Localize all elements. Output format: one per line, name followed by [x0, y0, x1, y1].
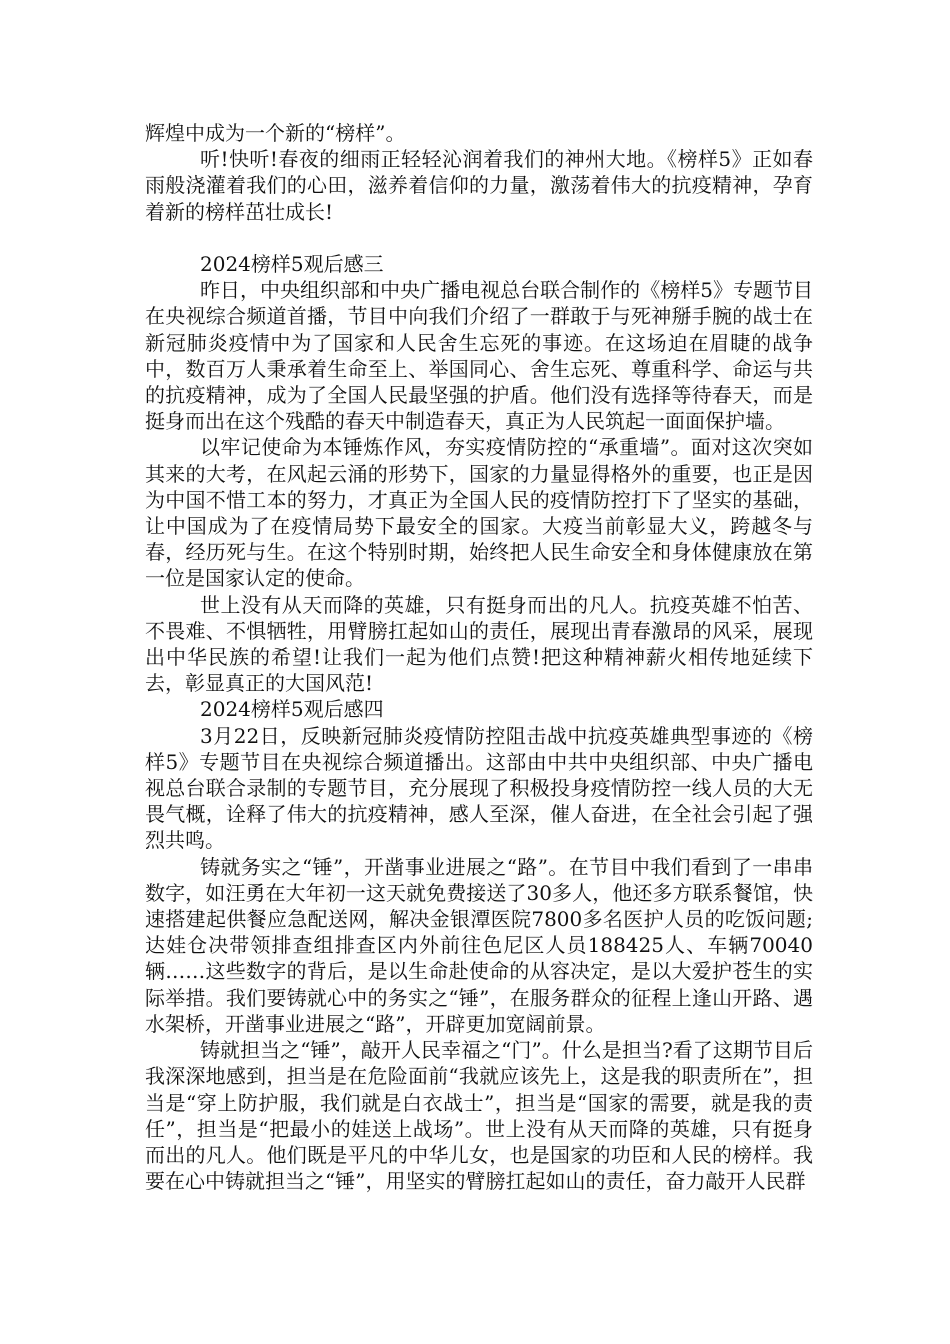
paragraph-heroes: 世上没有从天而降的英雄，只有挺身而出的凡人。抗疫英雄不怕苦、不畏难、不惧牺牲，用臂膀扛起如山的责任，展现出青春激昂的风采，展现出中华民族的希望!让我们一起为他们点赞!把这种精神薪火相传地延续下去，彰显真正的大国风范! — [145, 592, 813, 696]
paragraph-broadcast-premiere: 昨日，中央组织部和中央广播电视总台联合制作的《榜样5》专题节目在央视综合频道首播，节目中向我们介绍了一群敢于与死神掰手腕的战士在新冠肺炎疫情中为了国家和人民舍生忘死的事迹。在这场迫在眉睫的战争中，数百万人秉承着生命至上、举国同心、舍生忘死、尊重科学、命运与共的抗疫精神，成为了全国人民最坚强的护盾。他们没有选择等待春天，而是挺身而出在这个残酷的春天中制造春天，真正为人民筑起一面面保护墙。 — [145, 278, 813, 434]
paragraph-responsibility-hammer: 铸就担当之“锤”，敲开人民幸福之“门”。什么是担当?看了这期节目后我深深地感到，担当是在危险面前“我就应该先上，这是我的职责所在”，担当是“穿上防护服，我们就是白衣战士”，担当是“国家的需要，就是我的责任”，担当是“把最小的娃送上战场”。世上没有从天而降的英雄，只有挺身而出的凡人。他们既是平凡的中华儿女，也是国家的功臣和人民的榜样。我要在心中铸就担当之“锤”，用坚实的臂膀扛起如山的责任，奋力敲开人民群 — [145, 1038, 813, 1194]
section-heading-four: 2024榜样5观后感四 — [200, 697, 384, 722]
paragraph-practical-hammer: 铸就务实之“锤”，开凿事业进展之“路”。在节目中我们看到了一串串数字，如汪勇在大年初一这天就免费接送了30多人，他还多方联系餐馆，快速搭建起供餐应急配送网，解决金银潭医院7800多名医护人员的吃饭问题;达娃仓决带领排查组排查区内外前往色尼区人员188425人、车辆70040辆……这些数字的背后，是以生命赴使命的从容决定，是以大爱护苍生的实际举措。我们要铸就心中的务实之“锤”，在服务群众的征程上逢山开路、遇水架桥，开凿事业进展之“路”，开辟更加宽阔前景。 — [145, 854, 813, 1036]
document-body — [145, 120, 813, 1194]
paragraph-march-broadcast: 3月22日，反映新冠肺炎疫情防控阻击战中抗疫英雄典型事迹的《榜样5》专题节目在央视综合频道播出。这部由中共中央组织部、中央广播电视总台联合录制的专题节目，充分展现了积极投身疫情防控一线人员的大无畏气概，诠释了伟大的抗疫精神，感人至深，催人奋进，在全社会引起了强烈共鸣。 — [145, 723, 813, 853]
section-heading-three: 2024榜样5观后感三 — [200, 252, 384, 276]
paragraph-spring-rain: 听!快听!春夜的细雨正轻轻沁润着我们的神州大地。《榜样5》正如春雨般浇灌着我们的心田，滋养着信仰的力量，激荡着伟大的抗疫精神，孕育着新的榜样茁壮成长! — [145, 147, 813, 224]
paragraph-continuation: 辉煌中成为一个新的“榜样”。 — [145, 121, 406, 145]
blank-line — [145, 225, 813, 251]
paragraph-mission-style: 以牢记使命为本锤炼作风，夯实疫情防控的“承重墙”。面对这次突如其来的大考，在风起云涌的形势下，国家的力量显得格外的重要，也正是因为中国不惜工本的努力，才真正为全国人民的疫情防控打下了坚实的基础，让中国成为了在疫情局势下最安全的国家。大疫当前彰显大义，跨越冬与春，经历死与生。在这个特别时期，始终把人民生命安全和身体健康放在第一位是国家认定的使命。 — [145, 435, 813, 591]
